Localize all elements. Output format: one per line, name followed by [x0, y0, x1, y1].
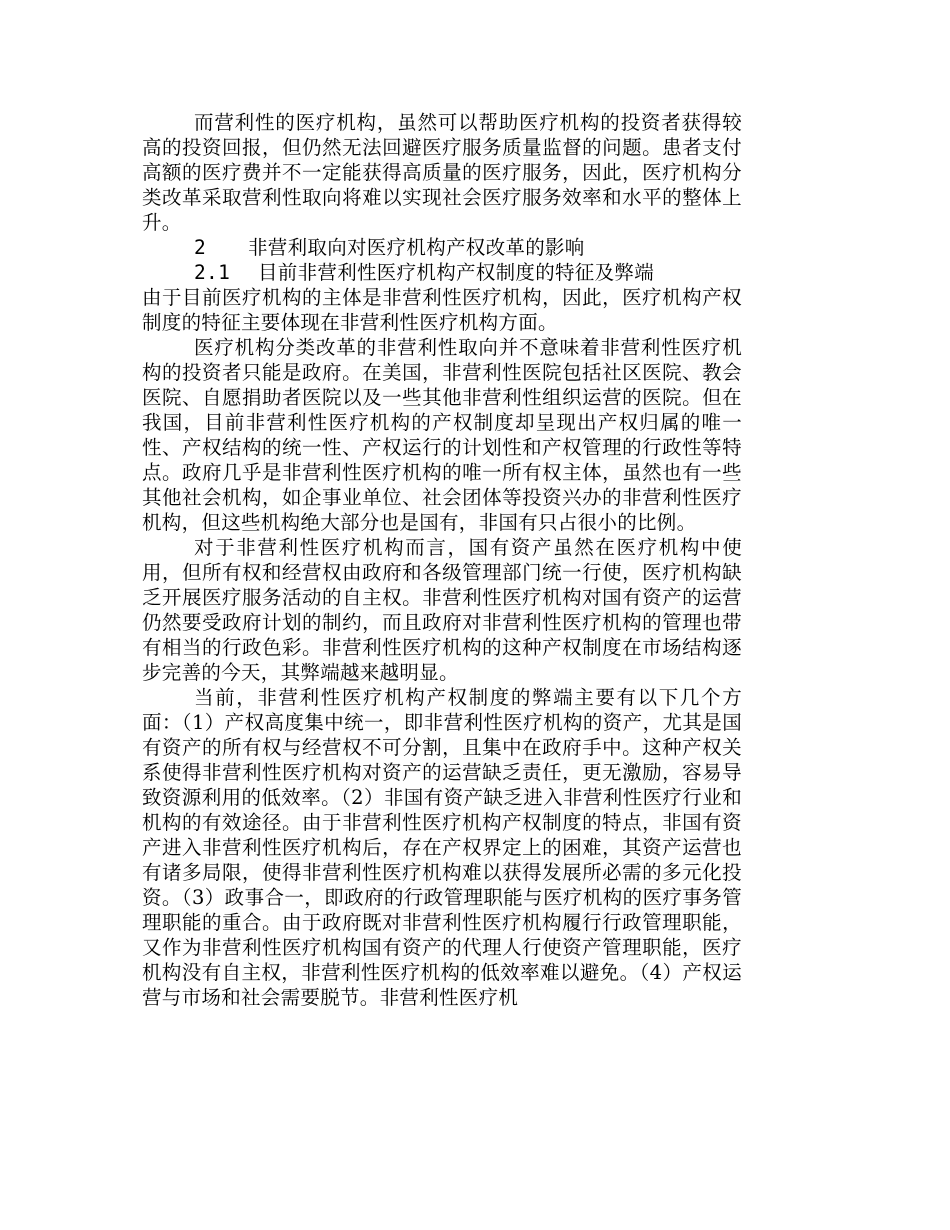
document-page: [142, 110, 742, 1010]
section-heading-2: [142, 235, 742, 260]
paragraph-drawbacks: 当前，非营利性医疗机构产权制度的弊端主要有以下几个方面：（1）产权高度集中统一，即非营利性医疗机构的资产，尤其是国有资产的所有权与经营权不可分割，且集中在政府手中。这种产权关系使得非营利性医疗机构对资产的运营缺乏责任，更无激励，容易导致资源利用的低效率。（2）非国有资产缺乏进入非营利性医疗行业和机构的有效途径。由于非营利性医疗机构产权制度的特点，非国有资产进入非营利性医疗机构后，存在产权界定上的困难，其资产运营也有诸多局限，使得非营利性医疗机构难以获得发展所必需的多元化投资。（3）政事合一，即政府的行政管理职能与医疗机构的医疗事务管理职能的重合。由于政府既对非营利性医疗机构履行行政管理职能，又作为非营利性医疗机构国有资产的代理人行使资产管理职能，医疗机构没有自主权，非营利性医疗机构的低效率难以避免。（4）产权运营与市场和社会需要脱节。非营利性医疗机: [142, 686, 742, 1009]
subsection-number: 2.1: [194, 261, 231, 284]
section-title: 非营利取向对医疗机构产权改革的影响: [248, 236, 585, 259]
paragraph-for-profit-quality: 而营利性的医疗机构，虽然可以帮助医疗机构的投资者获得较高的投资回报，但仍然无法回避医疗服务质量监督的问题。患者支付高额的医疗费并不一定能获得高质量的医疗服务，因此，医疗机构分类改革采取营利性取向将难以实现社会医疗服务效率和水平的整体上升。: [142, 111, 742, 234]
paragraph-property-rights-features: 由于目前医疗机构的主体是非营利性医疗机构，因此，医疗机构产权制度的特征主要体现在非营利性医疗机构方面。: [142, 286, 742, 334]
paragraph-non-profit-investors: 医疗机构分类改革的非营利性取向并不意味着非营利性医疗机构的投资者只能是政府。在美国，非营利性医院包括社区医院、教会医院、自愿捐助者医院以及一些其他非营利性组织运营的医院。但在我国，目前非营利性医疗机构的产权制度却呈现出产权归属的唯一性、产权结构的统一性、产权运行的计划性和产权管理的行政性等特点。政府几乎是非营利性医疗机构的唯一所有权主体，虽然也有一些其他社会机构，如企事业单位、社会团体等投资兴办的非营利性医疗机构，但这些机构绝大部分也是国有，非国有只占很小的比例。: [142, 336, 742, 534]
paragraph-state-assets: 对于非营利性医疗机构而言，国有资产虽然在医疗机构中使用，但所有权和经营权由政府和各级管理部门统一行使，医疗机构缺乏开展医疗服务活动的自主权。非营利性医疗机构对国有资产的运营仍然要受政府计划的制约，而且政府对非营利性医疗机构的管理也带有相当的行政色彩。非营利性医疗机构的这种产权制度在市场结构逐步完善的今天，其弊端越来越明显。: [142, 536, 742, 684]
section-number: 2: [194, 236, 207, 259]
subsection-title: 目前非营利性医疗机构产权制度的特征及弊端: [258, 261, 655, 284]
subsection-heading-2-1: [142, 260, 742, 285]
